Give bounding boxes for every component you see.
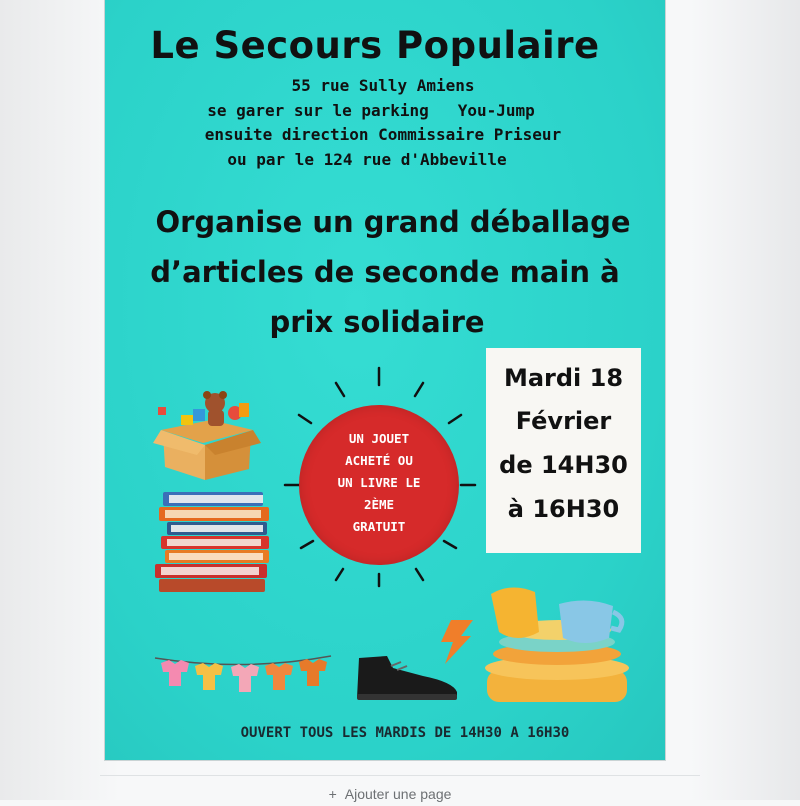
toy-box-icon xyxy=(153,385,263,485)
plus-icon: + xyxy=(328,786,337,802)
opening-hours-footer: OUVERT TOUS LES MARDIS DE 14H30 A 16H30 xyxy=(240,725,570,741)
address-line: 55 rue Sully Amiens xyxy=(291,76,475,95)
headline-line: d’articles de seconde main à xyxy=(150,255,620,289)
clothesline-icon xyxy=(153,648,333,708)
add-page-label: Ajouter une page xyxy=(344,786,452,802)
page-separator xyxy=(100,775,700,776)
dishes-icon xyxy=(477,582,637,714)
alternate-access-line: ou par le 124 rue d'Abbeville xyxy=(227,150,507,169)
lightning-icon xyxy=(437,618,475,666)
date-line: Février xyxy=(515,407,612,435)
time-line: à 16H30 xyxy=(507,495,620,523)
promo-circle xyxy=(299,405,459,565)
poster-title: Le Secours Populaire xyxy=(150,24,600,67)
poster-page[interactable] xyxy=(105,0,665,760)
parking-line: se garer sur le parking You-Jump xyxy=(207,101,535,120)
headline-line: Organise un grand déballage xyxy=(155,205,631,239)
promo-text: UN LIVRE LE xyxy=(337,475,421,490)
book-stack-icon xyxy=(149,490,279,595)
time-line: de 14H30 xyxy=(499,451,628,479)
headline-line: prix solidaire xyxy=(269,305,485,339)
promo-text: 2ÈME xyxy=(363,497,395,512)
promo-text: ACHETÉ OU xyxy=(345,453,413,468)
promo-text: UN JOUET xyxy=(348,431,410,446)
promo-text: GRATUIT xyxy=(352,519,406,534)
date-line: Mardi 18 xyxy=(503,364,624,392)
direction-line: ensuite direction Commissaire Priseur xyxy=(204,125,562,144)
add-page-button[interactable] xyxy=(260,786,520,806)
date-box xyxy=(486,348,641,553)
